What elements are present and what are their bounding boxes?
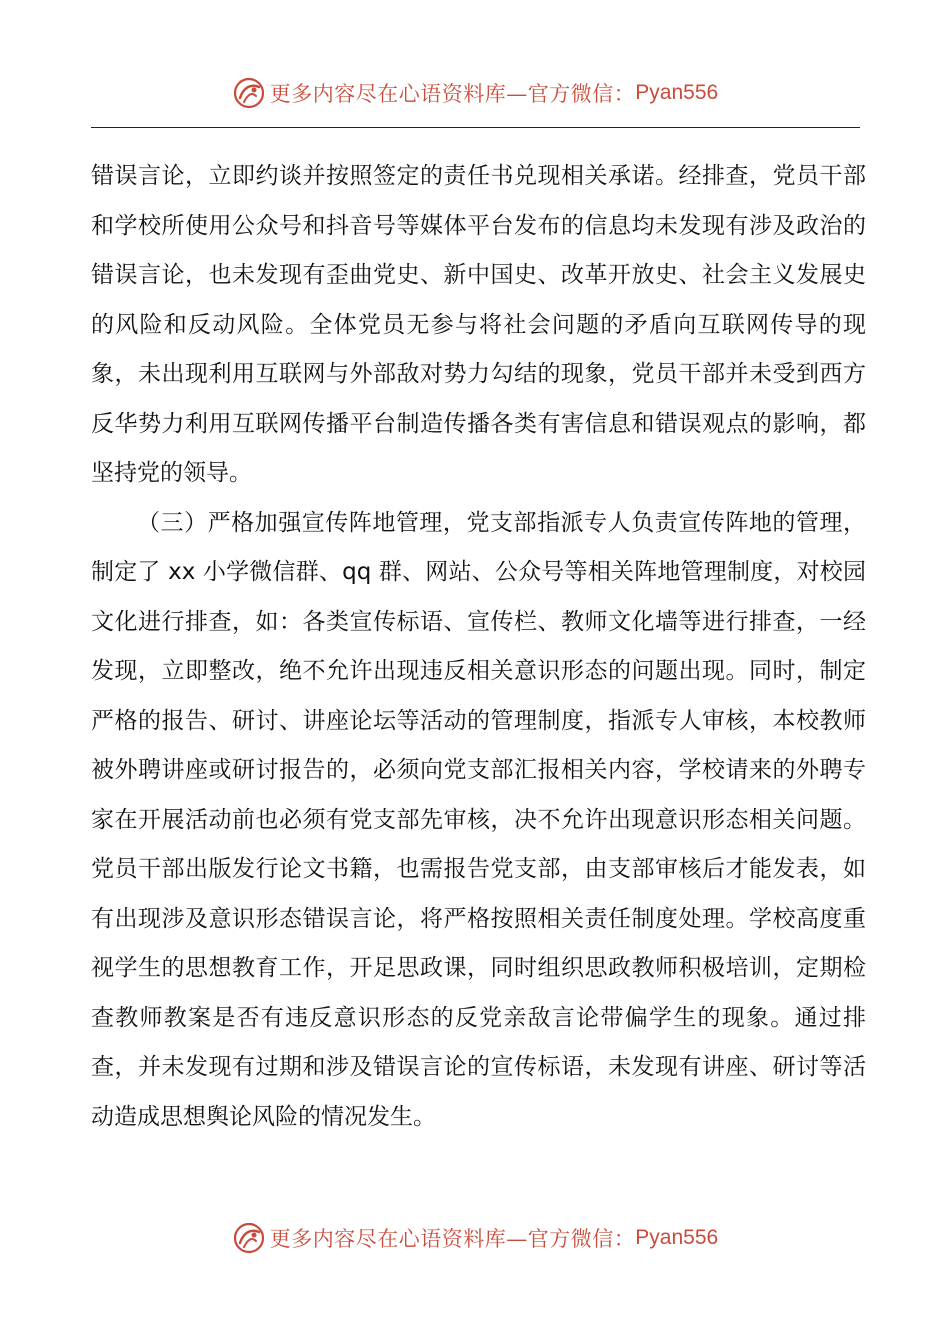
text-line: 的外聘专家在开展活动前也必须有党支部先审核，决不允许出现意识形态 [91, 757, 866, 833]
text-line: 校教师被外聘讲座或研讨报告的，必须向党支部汇报相关内容，学校请来 [91, 707, 866, 783]
text-line: 理。学校高度重视学生的思想教育工作，开足思政课，同时组织思政教师 [91, 905, 866, 981]
text-line: 一经发现，立即整改，绝不允许出现违反相关意识形态的问题出现。同时， [91, 608, 866, 684]
header-watermark-id: Pyan556 [635, 81, 719, 104]
text-line: 现有讲座、研讨等活动造成思想舆论风险的情况发生。 [91, 1054, 866, 1130]
text-line: 的影响，都坚持党的领导。 [91, 410, 866, 486]
text-line: （三）严格加强宣传阵地管理，党支部指派专人负责宣传阵地的管理， [137, 509, 866, 536]
paragraph-1 [91, 152, 866, 499]
text-line: 部和学校所使用公众号和抖音号等媒体平台发布的信息均未发现有涉及政 [91, 163, 866, 239]
text-line: 导的现象，未出现利用互联网与外部敌对势力勾结的现象，党员干部并未 [91, 311, 867, 387]
text-line: 制定严格的报告、研讨、讲座论坛等活动的管理制度，指派专人审核，本 [91, 658, 866, 734]
document-body [91, 152, 866, 1142]
page-footer [0, 1218, 950, 1258]
text-line: 积极培训，定期检查教师教案是否有违反意识形态的反党亲敌言论带偏学 [91, 955, 866, 1031]
paragraph-2 [91, 499, 866, 1143]
logo-icon [232, 1221, 266, 1255]
logo-icon [232, 76, 266, 110]
text-line: 治的错误言论，也未发现有歪曲党史、新中国史、改革开放史、社会主义 [91, 212, 866, 288]
text-line: 园文化进行排查，如：各类宣传标语、宣传栏、教师文化墙等进行排查， [91, 559, 866, 635]
text-line: 生的现象。通过排查，并未发现有过期和涉及错误言论的宣传标语，未发 [91, 1004, 867, 1080]
footer-watermark-id: Pyan556 [635, 1226, 719, 1249]
header-divider [91, 127, 860, 128]
header-watermark-text: 更多内容尽在心语资料库—官方微信： [269, 82, 636, 106]
page-header [0, 73, 950, 113]
text-line: 发展史的风险和反动风险。全体党员无参与将社会问题的矛盾向互联网传 [91, 262, 866, 338]
text-line: 受到西方反华势力利用互联网传播平台制造传播各类有害信息和错误观点 [91, 361, 866, 437]
text-line: 相关问题。党员干部出版发行论文书籍，也需报告党支部，由支部审核后 [91, 806, 866, 882]
text-line: 错误言论，立即约谈并按照签定的责任书兑现相关承诺。经排查，党员干 [91, 163, 843, 189]
text-line: 制定了 xx 小学微信群、qq 群、网站、公众号等相关阵地管理制度，对校 [91, 559, 843, 585]
text-line: 才能发表，如有出现涉及意识形态错误言论，将严格按照相关责任制度处 [91, 856, 866, 932]
footer-watermark-text: 更多内容尽在心语资料库—官方微信： [269, 1227, 636, 1251]
